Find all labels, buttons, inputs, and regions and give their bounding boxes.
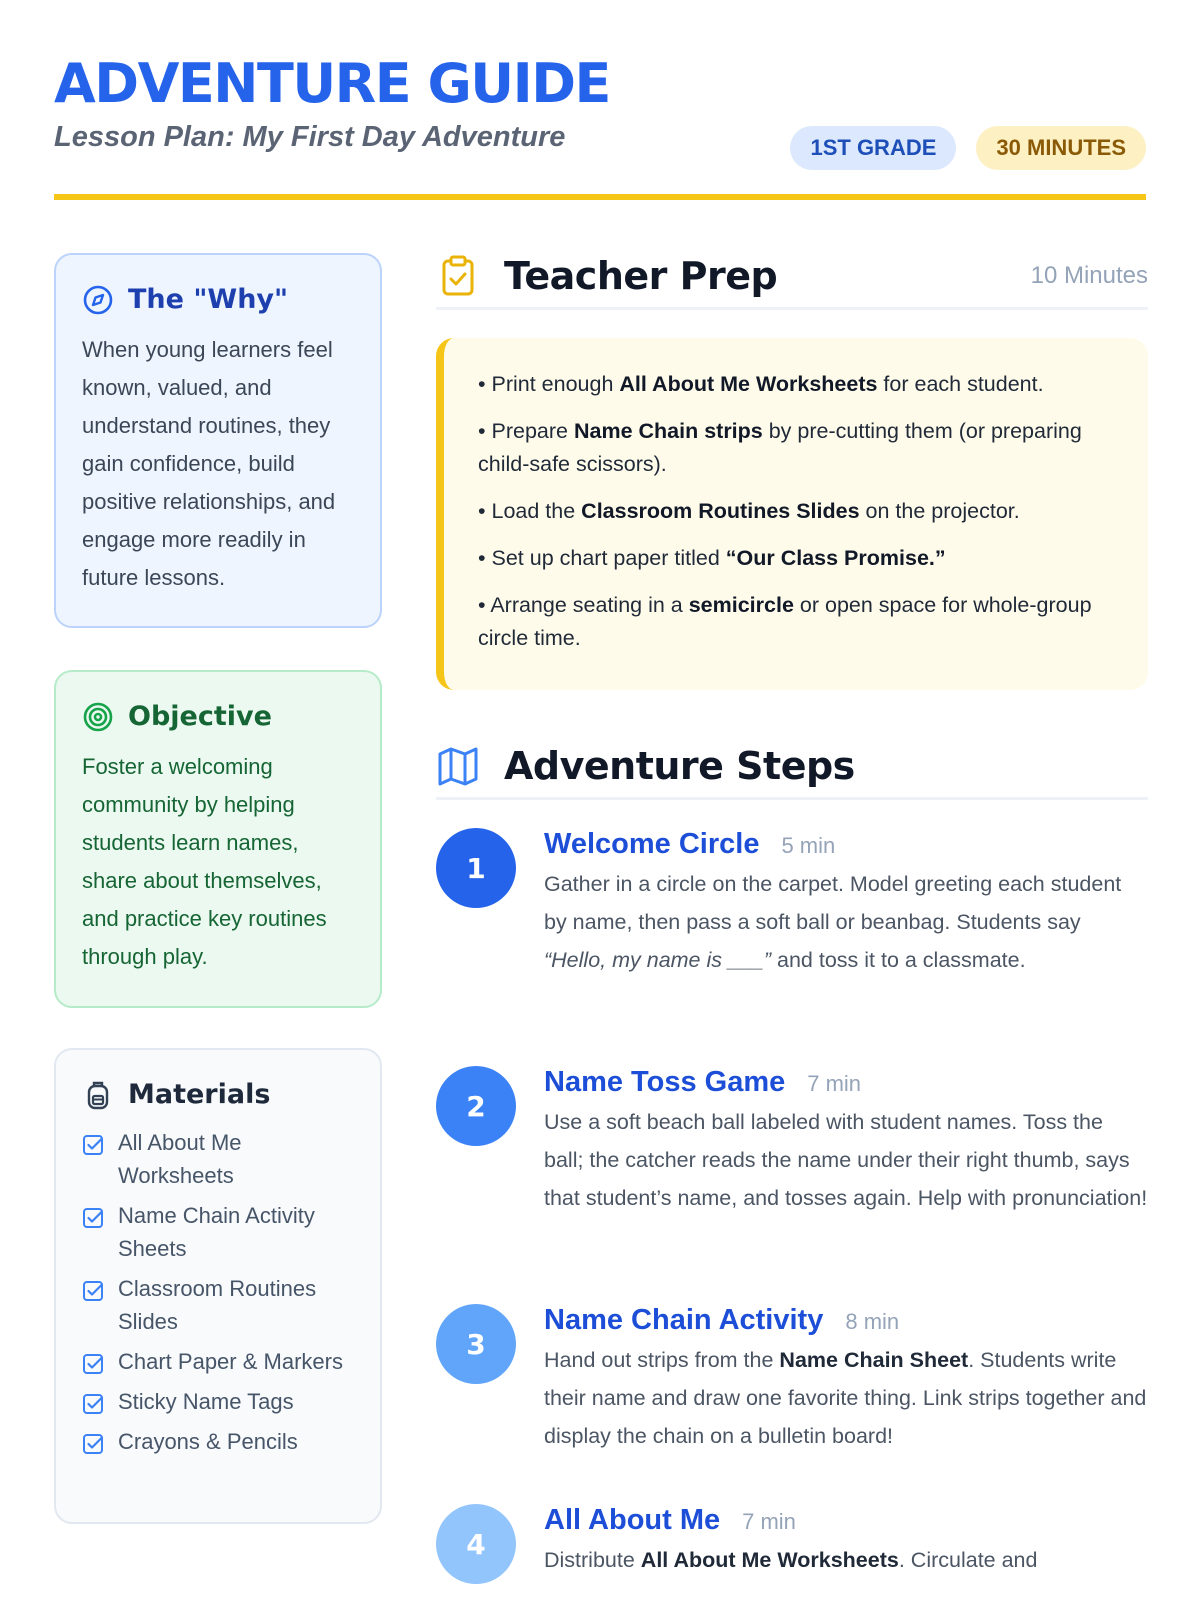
step-description: Hand out strips from the Name Chain Sheet. Students write their name and draw one favorite thing. Link strips together and display the chain on a bulletin board!	[544, 1348, 1147, 1448]
why-heading	[82, 283, 354, 317]
checkbox-checked-icon	[82, 1205, 104, 1227]
clipboard-check-icon	[436, 254, 480, 298]
teacher-prep-header	[436, 250, 1148, 310]
adventure-steps-header	[436, 740, 1148, 800]
materials-item: Crayons & Pencils	[82, 1425, 354, 1458]
materials-title: Materials	[128, 1079, 271, 1110]
step-title: All About Me	[544, 1504, 721, 1536]
materials-heading	[82, 1078, 354, 1112]
step-description: Gather in a circle on the carpet. Model greeting each student by name, then pass a soft ball or beanbag. Students say “Hello, my name is ___” and toss it to a classmate.	[544, 872, 1122, 972]
prep-item: • Set up chart paper titled “Our Class Promise.”	[478, 546, 946, 570]
prep-item: • Prepare Name Chain strips by pre-cutting them (or preparing child-safe scissors).	[478, 419, 1082, 476]
step-number: 2	[436, 1066, 516, 1146]
why-title: The "Why"	[128, 284, 289, 315]
materials-item: Chart Paper & Markers	[82, 1345, 354, 1378]
materials-item: Name Chain Activity Sheets	[82, 1199, 354, 1265]
materials-item: All About Me Worksheets	[82, 1126, 354, 1192]
checkbox-checked-icon	[82, 1351, 104, 1373]
step-duration: 5 min	[781, 833, 836, 858]
compass-icon	[82, 284, 114, 316]
objective-card	[54, 670, 382, 1008]
teacher-prep-box	[436, 338, 1148, 690]
checkbox-checked-icon	[82, 1132, 104, 1154]
page-subtitle: Lesson Plan: My First Day Adventure	[54, 120, 566, 153]
badge-group	[790, 126, 1146, 170]
step-number: 3	[436, 1304, 516, 1384]
checkbox-checked-icon	[82, 1431, 104, 1453]
duration-badge: 30 MINUTES	[976, 126, 1146, 170]
checkbox-checked-icon	[82, 1278, 104, 1300]
prep-item: • Load the Classroom Routines Slides on the projector.	[478, 499, 1020, 523]
objective-title: Objective	[128, 701, 272, 732]
step-title: Name Toss Game	[544, 1066, 786, 1098]
map-icon	[436, 744, 480, 788]
step-duration: 7 min	[742, 1509, 796, 1534]
adventure-steps-title: Adventure Steps	[504, 743, 855, 788]
materials-list	[82, 1126, 354, 1458]
checkbox-checked-icon	[82, 1391, 104, 1413]
objective-heading	[82, 700, 354, 734]
step-title: Welcome Circle	[544, 828, 760, 860]
backpack-icon	[82, 1079, 114, 1111]
page-title: ADVENTURE GUIDE	[54, 52, 610, 115]
step-description: Distribute All About Me Worksheets. Circulate and	[544, 1548, 1038, 1572]
step-description: Use a soft beach ball labeled with student names. Toss the ball; the catcher reads the name under their right thumb, says that student’s name, and tosses again. Help with pronunciation!	[544, 1110, 1148, 1210]
step-duration: 8 min	[845, 1309, 900, 1334]
step-number: 4	[436, 1504, 516, 1584]
materials-item: Classroom Routines Slides	[82, 1272, 354, 1338]
step-title: Name Chain Activity	[544, 1304, 824, 1336]
why-text: When young learners feel known, valued, and understand routines, they gain confidence, build positive relationships, and engage more readily in future lessons.	[82, 337, 336, 590]
step-number: 1	[436, 828, 516, 908]
grade-badge: 1ST GRADE	[790, 126, 956, 170]
teacher-prep-title: Teacher Prep	[504, 253, 778, 298]
page-header	[54, 52, 1146, 200]
materials-item: Sticky Name Tags	[82, 1385, 354, 1418]
step-duration: 7 min	[807, 1071, 862, 1096]
target-icon	[82, 701, 114, 733]
teacher-prep-duration: 10 Minutes	[1030, 261, 1148, 289]
why-card	[54, 253, 382, 628]
prep-item: • Arrange seating in a semicircle or open space for whole-group circle time.	[478, 593, 1092, 650]
prep-item: • Print enough All About Me Worksheets for each student.	[478, 372, 1044, 396]
objective-text: Foster a welcoming community by helping students learn names, share about themselves, and practice key routines through play.	[82, 754, 327, 969]
materials-card	[54, 1048, 382, 1524]
